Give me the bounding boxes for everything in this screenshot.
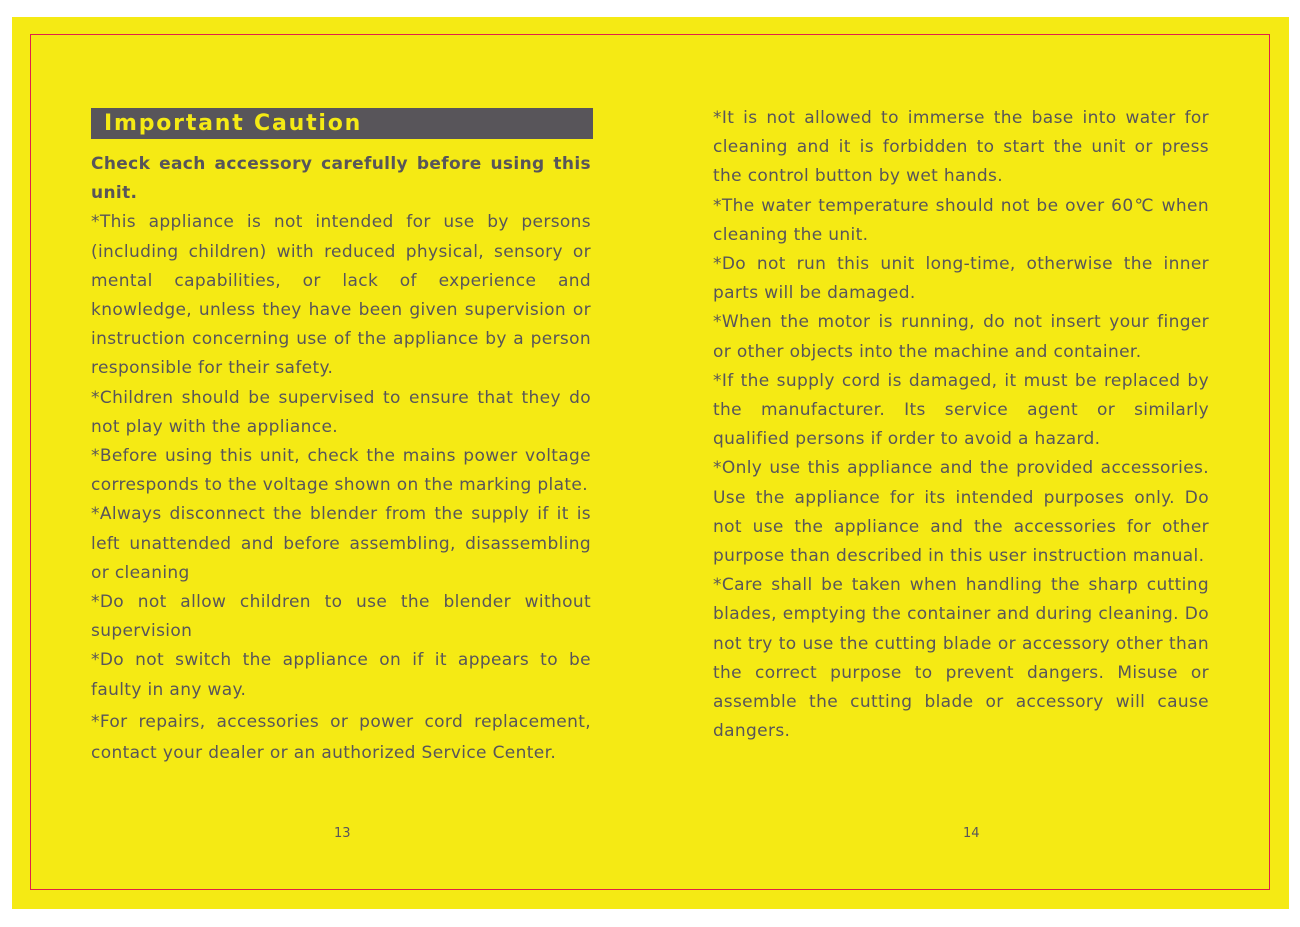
page-number-left: 13: [334, 826, 351, 841]
right-page-column: [713, 104, 1209, 746]
caution-item: *Before using this unit, check the mains power voltage corresponds to the voltage shown on the marking plate.: [91, 446, 591, 496]
caution-item: *Children should be supervised to ensure that they do not play with the appliance.: [91, 387, 591, 437]
caution-item: *Care shall be taken when handling the sharp cutting blades, emptying the container and during cleaning. Do not try to use the cutting blade or accessory other than the correct purpose to prevent dangers. Misuse or assemble the cutting blade or accessory will cause dangers.: [713, 575, 1209, 742]
caution-item: *Always disconnect the blender from the supply if it is left unattended and before assembling, disassembling or cleaning: [91, 504, 591, 583]
caution-item: *If the supply cord is damaged, it must be replaced by the manufacturer. Its service agent or similarly qualified persons if order to avoid a hazard.: [713, 370, 1209, 450]
caution-item: *This appliance is not intended for use by persons (including children) with reduced physical, sensory or mental capabilities, or lack of experience and knowledge, unless they have been given supervision or instruction concerning use of the appliance by a person responsible for their safety.: [91, 212, 591, 379]
left-page-column: [91, 150, 591, 769]
caution-item: *It is not allowed to immerse the base into water for cleaning and it is forbidden to start the unit or press the control button by wet hands.: [713, 108, 1209, 187]
caution-item: *When the motor is running, do not insert your finger or other objects into the machine and container.: [713, 312, 1209, 362]
caution-item: *The water temperature should not be over 60℃ when cleaning the unit.: [713, 195, 1209, 245]
caution-item: *Do not allow children to use the blender without supervision: [91, 592, 591, 642]
section-heading: Important Caution: [91, 108, 593, 139]
page-number-right: 14: [963, 826, 980, 841]
caution-item: *Do not run this unit long-time, otherwise the inner parts will be damaged.: [713, 254, 1209, 304]
caution-item: *For repairs, accessories or power cord replacement, contact your dealer or an authorized Service Center.: [91, 711, 591, 763]
caution-item: *Only use this appliance and the provided accessories. Use the appliance for its intended purposes only. Do not use the appliance and the accessories for other purpose than described in this user instruction manual.: [713, 458, 1209, 567]
intro-text: Check each accessory carefully before using this unit.: [91, 154, 591, 204]
caution-item: *Do not switch the appliance on if it appears to be faulty in any way.: [91, 650, 591, 700]
